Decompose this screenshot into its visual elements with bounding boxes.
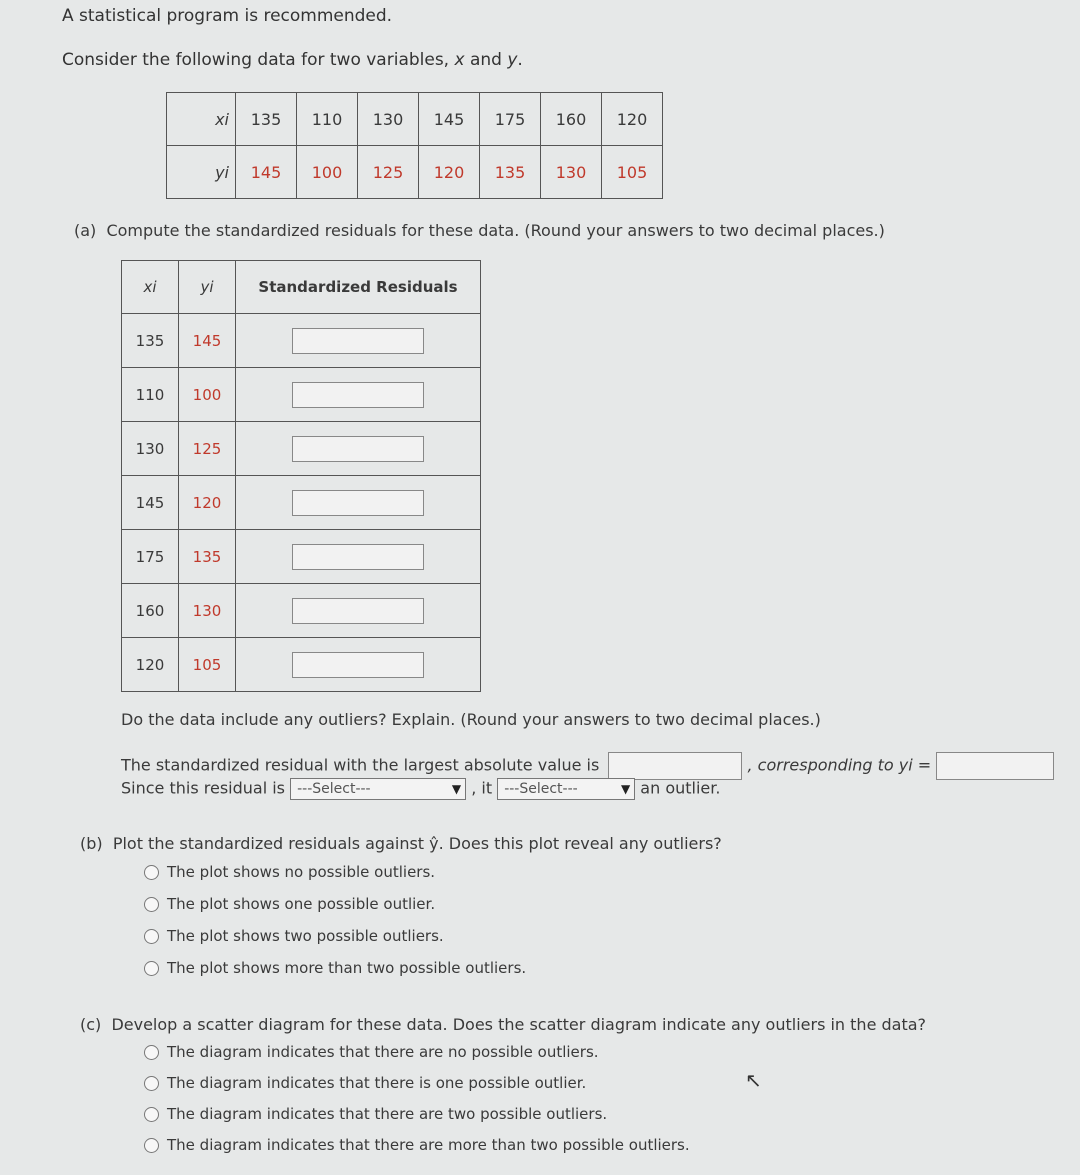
table-row [122, 476, 481, 530]
residuals-header [122, 261, 481, 314]
mouse-pointer-icon: ↖ [745, 1068, 762, 1092]
residual-input[interactable] [292, 544, 424, 570]
table-row [122, 422, 481, 476]
x-value: 145 [419, 93, 480, 146]
table-row [122, 530, 481, 584]
residual-cell [236, 368, 481, 422]
part-b [80, 834, 722, 985]
intro-recommended: A statistical program is recommended. [62, 6, 393, 26]
row-x: 160 [122, 584, 179, 638]
option-label: The plot shows one possible outlier. [167, 895, 436, 913]
since-text: Since this residual is [121, 778, 286, 798]
option-c-1[interactable] [144, 1038, 926, 1069]
y-row [167, 146, 663, 199]
row-y: 105 [179, 638, 236, 692]
row-x: 145 [122, 476, 179, 530]
row-y: 125 [179, 422, 236, 476]
option-label: The diagram indicates that there are no possible outliers. [167, 1043, 599, 1061]
col-y-header: yi [179, 261, 236, 314]
residuals-table [121, 260, 481, 692]
since-line [121, 778, 720, 800]
radio-icon[interactable] [144, 1138, 159, 1153]
option-b-3[interactable] [144, 921, 722, 953]
part-b-prompt [80, 834, 722, 853]
residual-input[interactable] [292, 490, 424, 516]
residual-cell [236, 476, 481, 530]
table-row [122, 368, 481, 422]
and-word: and [469, 50, 502, 70]
x-row [167, 93, 663, 146]
part-c-text: Develop a scatter diagram for these data. Does the scatter diagram indicate any outliers in the data? [111, 1015, 927, 1034]
radio-icon[interactable] [144, 1107, 159, 1122]
radio-icon[interactable] [144, 961, 159, 976]
y-value: 105 [602, 146, 663, 199]
var-x: x [454, 50, 465, 70]
x-value: 130 [358, 93, 419, 146]
row-y: 135 [179, 530, 236, 584]
table-row [122, 584, 481, 638]
largest-text: The standardized residual with the largest absolute value is [121, 755, 600, 775]
row-x: 135 [122, 314, 179, 368]
data-table [166, 92, 663, 199]
residual-input[interactable] [292, 598, 424, 624]
option-label: The diagram indicates that there are two possible outliers. [167, 1105, 608, 1123]
x-value: 120 [602, 93, 663, 146]
outlier-select-value: ---Select--- [504, 781, 578, 797]
option-label: The diagram indicates that there are more than two possible outliers. [167, 1136, 690, 1154]
row-x: 120 [122, 638, 179, 692]
x-label: xi [167, 93, 236, 146]
row-x: 110 [122, 368, 179, 422]
var-y: y [507, 50, 518, 70]
x-value: 110 [297, 93, 358, 146]
period: . [517, 50, 523, 70]
option-label: The diagram indicates that there is one possible outlier. [167, 1074, 587, 1092]
outlier-end-text: an outlier. [640, 778, 721, 798]
it-text: , it [471, 778, 493, 798]
part-b-label: (b) [80, 834, 103, 853]
intro-consider [62, 50, 523, 70]
row-x: 130 [122, 422, 179, 476]
table-row [122, 314, 481, 368]
residual-input[interactable] [292, 652, 424, 678]
y-value: 120 [419, 146, 480, 199]
largest-residual-line [121, 752, 1054, 780]
part-a-label: (a) [74, 221, 97, 240]
radio-icon[interactable] [144, 929, 159, 944]
col-x-header: xi [122, 261, 179, 314]
residual-input[interactable] [292, 328, 424, 354]
chevron-down-icon: ▼ [620, 782, 631, 796]
part-c-prompt [80, 1015, 926, 1034]
radio-icon[interactable] [144, 1045, 159, 1060]
y-value: 130 [541, 146, 602, 199]
option-b-2[interactable] [144, 889, 722, 921]
row-y: 100 [179, 368, 236, 422]
x-value: 135 [236, 93, 297, 146]
residual-select-value: ---Select--- [297, 781, 371, 797]
row-x: 175 [122, 530, 179, 584]
x-value: 160 [541, 93, 602, 146]
option-b-4[interactable] [144, 953, 722, 985]
part-c-label: (c) [80, 1015, 102, 1034]
consider-prefix: Consider the following data for two variables, [62, 50, 450, 70]
residual-cell [236, 584, 481, 638]
residual-input[interactable] [292, 436, 424, 462]
corresponding-y-input[interactable] [936, 752, 1054, 780]
part-c [80, 1015, 926, 1162]
corresponding-text: , corresponding to yi = [747, 755, 932, 775]
y-value: 145 [236, 146, 297, 199]
residual-cell [236, 314, 481, 368]
y-value: 135 [480, 146, 541, 199]
outlier-question: Do the data include any outliers? Explain. (Round your answers to two decimal places.) [121, 710, 821, 729]
radio-icon[interactable] [144, 865, 159, 880]
option-c-2[interactable] [144, 1069, 926, 1100]
option-c-4[interactable] [144, 1131, 926, 1162]
option-c-3[interactable] [144, 1100, 926, 1131]
outlier-select[interactable] [497, 778, 635, 800]
row-y: 145 [179, 314, 236, 368]
x-value: 175 [480, 93, 541, 146]
part-b-text: Plot the standardized residuals against ŷ. Does this plot reveal any outliers? [112, 834, 722, 853]
residual-cell [236, 530, 481, 584]
y-value: 100 [297, 146, 358, 199]
residual-cell [236, 638, 481, 692]
col-residual-header: Standardized Residuals [236, 261, 481, 314]
residual-input[interactable] [292, 382, 424, 408]
y-label: yi [167, 146, 236, 199]
table-row [122, 638, 481, 692]
part-a-text: Compute the standardized residuals for these data. (Round your answers to two decimal places.) [106, 221, 885, 240]
row-y: 130 [179, 584, 236, 638]
chevron-down-icon: ▼ [451, 782, 462, 796]
option-b-1[interactable] [144, 857, 722, 889]
row-y: 120 [179, 476, 236, 530]
y-value: 125 [358, 146, 419, 199]
option-label: The plot shows more than two possible outliers. [167, 959, 527, 977]
option-label: The plot shows two possible outliers. [167, 927, 444, 945]
residual-select[interactable] [290, 778, 466, 800]
radio-icon[interactable] [144, 1076, 159, 1091]
part-a-prompt [74, 221, 885, 240]
option-label: The plot shows no possible outliers. [167, 863, 436, 881]
largest-residual-input[interactable] [608, 752, 742, 780]
radio-icon[interactable] [144, 897, 159, 912]
residual-cell [236, 422, 481, 476]
